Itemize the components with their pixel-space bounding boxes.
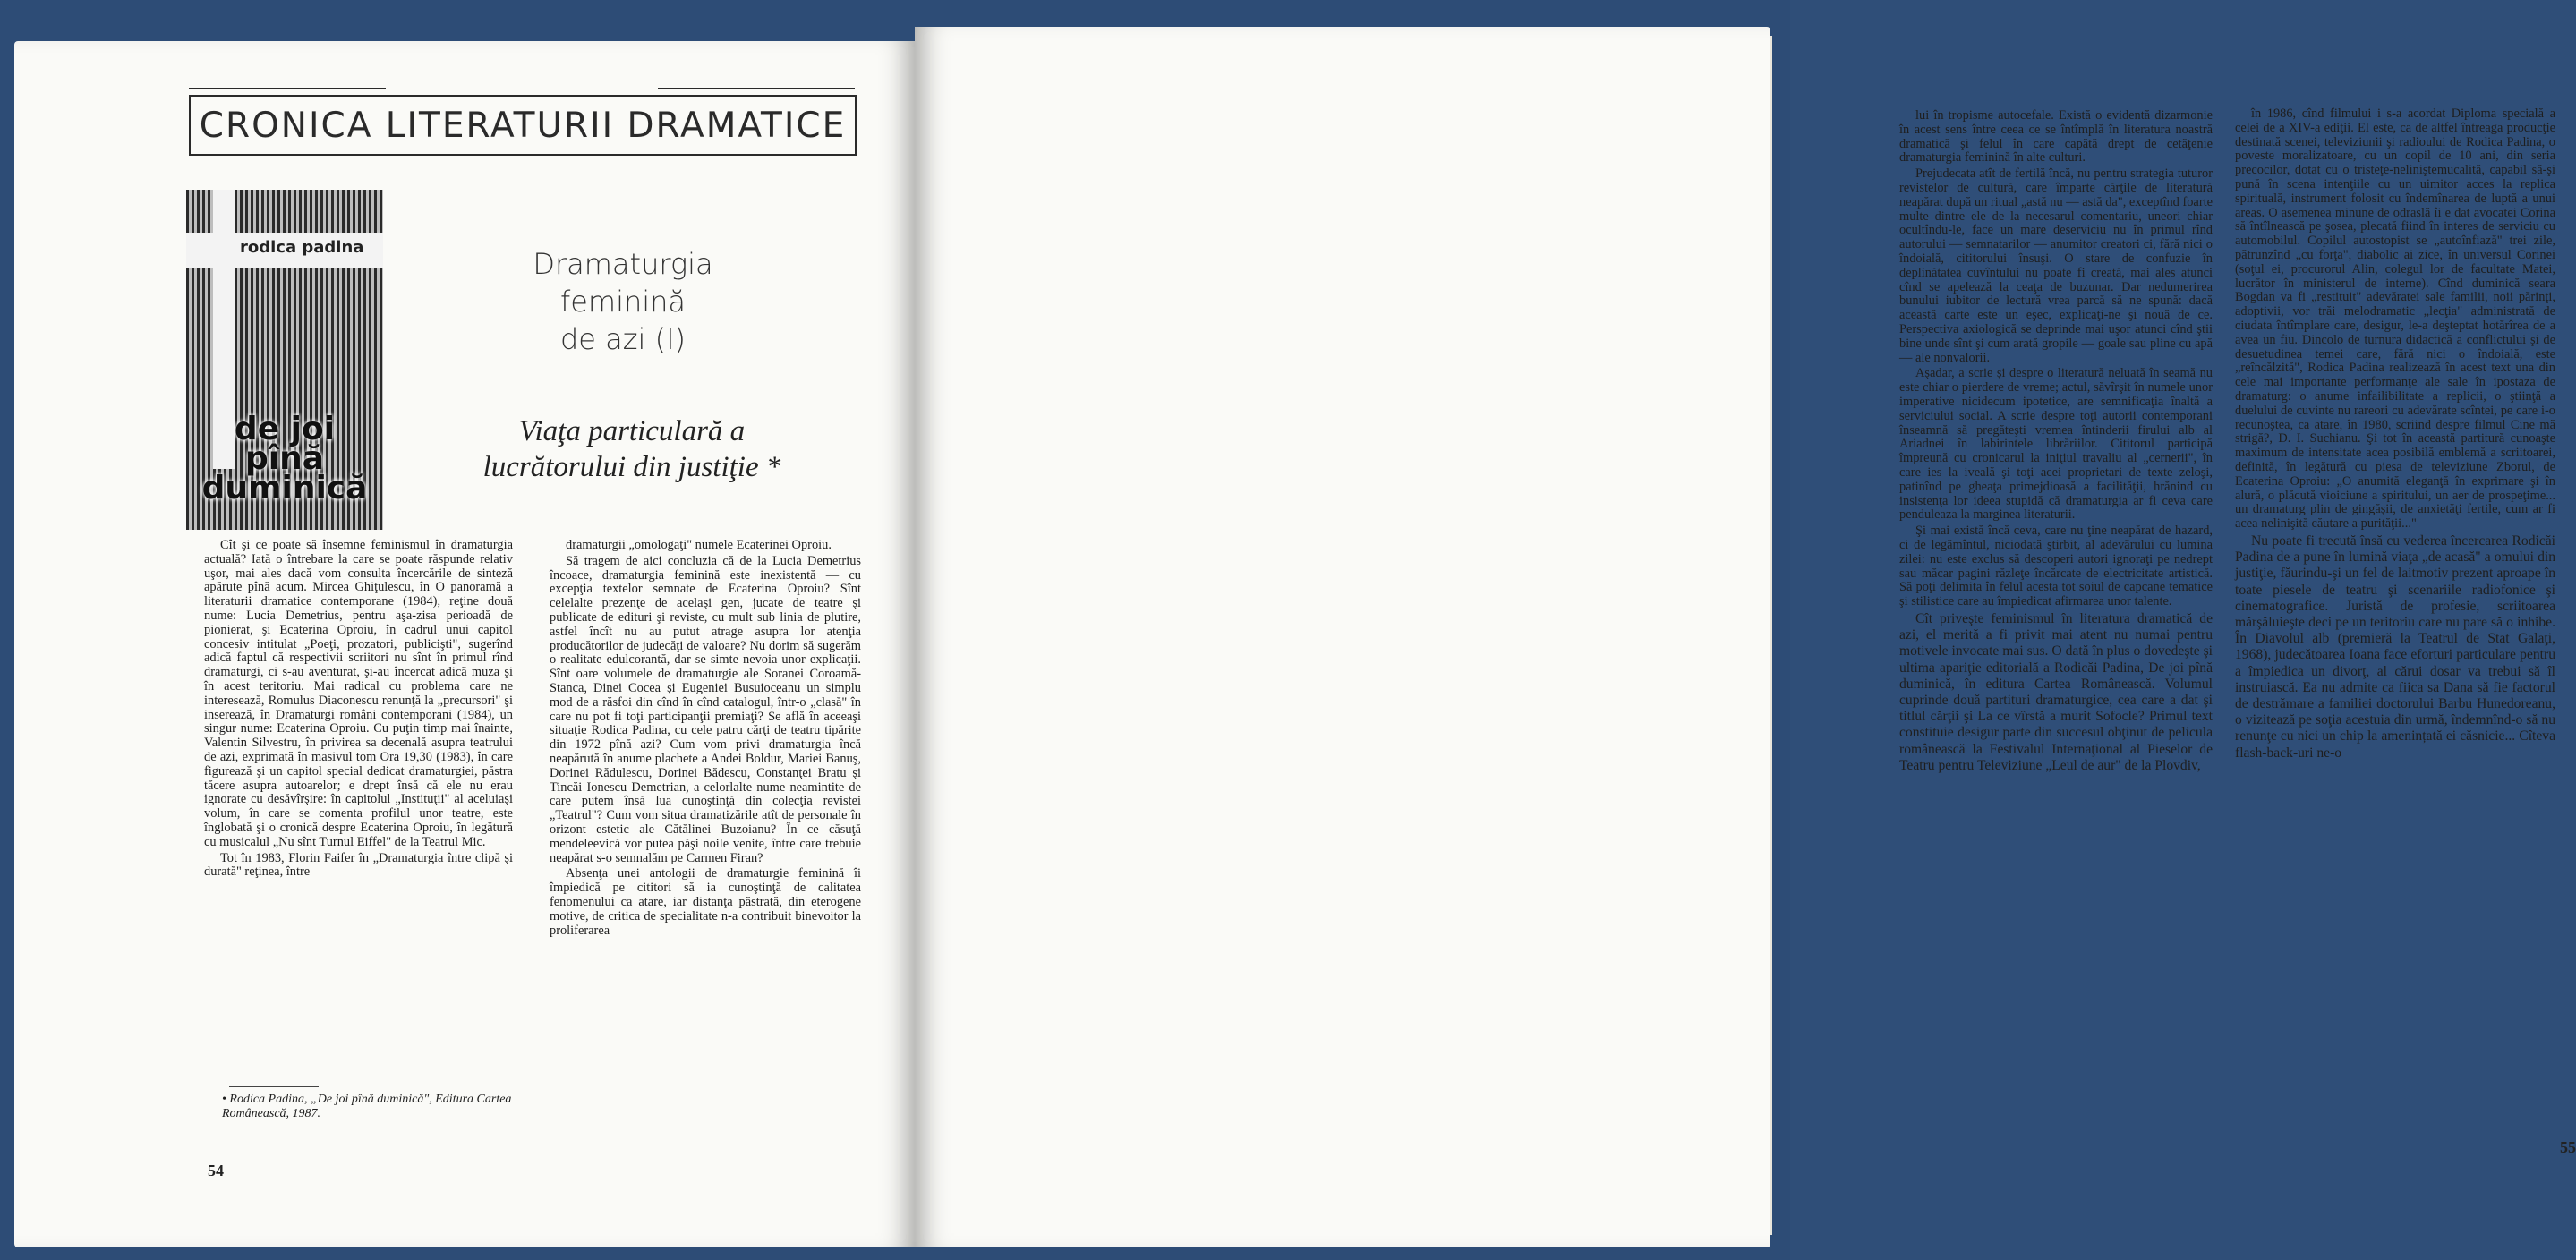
cover-title-line-3: duminică [201, 470, 368, 507]
left-column-2 [550, 539, 861, 940]
article-title [498, 245, 748, 358]
paragraph: Tot în 1983, Florin Faifer în „Dramaturgia între clipă şi durată" reţinea, între [204, 850, 513, 880]
footnote-rule [229, 1086, 319, 1087]
paragraph: Prejudecata atît de fertilă încă, nu pentru strategia tuturor revistelor de cultură, care împarte cărţile de literatură neapărat după un ritual „astă nu — astă da", exceptînd foarte multe dintre ele de la necesarul comentariu, uneori chiar ocultîndu-le, face un mare deserviciu nu în primul rînd autorului — semnatarilor — anumitor creatori ci, fără nici o îndoială, cititorului însuşi. O stare de confuzie în deplinătatea cuvîntului nu poate fi creată, mai ales atunci cînd se apelează la ceaţa de buzunar. Dar nedumerirea bunului iubitor de lectură vrea parcă să ne spună: dacă această carte este un eşec, explicaţi-ne şi nouă de ce. Perspectiva axiologică se deprinde mai uşor atunci cînd ştii bine unde sînt şi cum arată gropile — goale sau pline cu apă — ale nonvalorii. [1899, 166, 2213, 365]
right-column-2 [2235, 107, 2555, 763]
article-title-line: de azi (I) [559, 322, 687, 356]
cover-author: rodica padina [240, 238, 364, 257]
book-cover-image [186, 190, 383, 530]
paragraph: în 1986, cînd filmului i s-a acordat Diploma specială a celei de a XIV-a ediţii. El este, ca de altfel întreaga producţie destinată scenei, televiziunii şi radioului de Rodica Padina, o poveste moralizatoare, cu un copil de 10 ani, din seria precocilor, dotat cu o tristeţe-neliniştemucalită, capabil să-şi pună în scena intenţiile cu un uimitor acces la replica spirituală, instrument folosit cu îndemînarea de luptă a unui areas. O asemenea minune de odraslă îi e dat avocatei Corina să întîlnească pe şosea, plecată fiind în interes de serviciu cu automobilul. Copilul autostopist se „autoînfiază" trei zile, pătrunzînd „cu forţa", diabolic ai zice, în universul Corinei (soţul ei, procurorul Alin, colegul lor de facultate Matei, lucrător în ministerul de interne). Cînd duminică seara Bogdan va fi „restituit" adevăratei sale familii, noii părinţi, adoptivii, vor trăi melodramatic „lecţia" administrată de ciudata întîmplare care, desigur, le-a deşteptat hotărîrea de a avea un fiu. Dincolo de turnura didactică a conflictului şi de desuetudinea temei care, fără nici o îndoială, este „reîncălzită", Rodica Padina realizează în acest text una din cele mai importante performanţe ale sale în ipostaza de dramaturg: o anume infailibilitate a replicii, o ştiinţă a duelului de cuvinte nu rareori cu adevărate scîntei, pe care i-o recunoştea, ca atare, în 1980, scriind despre filmul Cine mă strigă?, D. I. Suchianu. Şi tot în această partitură cunoaşte maximum de intensitate acea posibilă emblemă a scriitoarei, definită, în legătură cu piesa de televiziune Zborul, de Ecaterina Oproiu: „O anumită eleganţă în exprimare şi în alură, o plăcută vioiciune a spiritului, un aer de prospeţime... un dramaturg plin de gingăşii, de anxietăţi fertile, cum ar fi acea nelinişită căutare a purităţii..." [2235, 106, 2555, 532]
article-subtitle [453, 413, 811, 485]
paragraph: Nu poate fi trecută însă cu vederea încercarea Rodicăi Padina de a pune în lumină viaţa „de acasă" a omului din justiţie, făurindu-şi un fel de laitmotiv prezent aproape în toate piesele de teatru şi scenariile radiofonice şi cinematografice. Juristă de profesie, scriitoarea mărşăluieşte deci pe un teritoriu care nu pare să o inhibe. În Diavolul alb (premieră la Teatrul de Stat Galaţi, 1968), judecătoarea Ioana face eforturi particulare pentru a împiedica un divorţ, al cărui dosar va trebui să îl instruiască. Ea nu admite ca fiica sa Dana să fie factorul de destrămare a familiei doctorului Barbu Hunedoreanu, o vizitează pe soţia acestuia din urmă, îndemnînd-o să nu renunţe cu nici un chip la amenințată ei căsnicie... Cîteva flash-back-uri ne-o [2235, 532, 2555, 761]
page-number-left: 54 [208, 1162, 224, 1179]
right-column-1 [1899, 109, 2213, 776]
paragraph: Să tragem de aici concluzia că de la Lucia Demetrius încoace, dramaturgia feminină este inexistentă — cu excepţia textelor semnate de Ecaterina Oproiu? Sînt celelalte prezenţe de acelaşi gen, jucate de teatre şi publicate de edituri şi reviste, cu mult sub linia de plutire, astfel încît nu au putut atrage asupra lor atenţia producătorilor de judecăţi de valoare? Nu dorim să sugerăm o realitate edulcorantă, dar se simte nevoia unor explicaţii. Sînt oare volumele de dramaturgie ale Soranei Coroamă-Stanca, Dinei Cocea şi Eugeniei Busuioceanu un simplu mod de a răsfoi din cînd în cînd catalogul, într-o „clasă" în care nu pot fi toţi participanţii premiaţi? Se află în aceeaşi situaţie Rodica Padina, cu cele patru cărţi de teatru tipărite din 1972 pînă azi? Cum vom privi dramaturgia încă neapărută în anume plachete a Andei Boldur, Mariei Banuş, Dorinei Rădulescu, Dorinei Bădescu, Constanţei Bratu şi Tincăi Ionescu Demetrian, a celorlalte nume neamintite de care putem însă lua cunoştinţă din colecţia revistei „Teatrul"? Cum vom situa dramatizările atît de personale în orizont estetic ale Cătălinei Buzoianu? În ce căsuţă mendeleeviсă vor putea păşi noile venite, între care trebuie neapărat s-o semnalăm pe Carmen Firan? [550, 553, 861, 865]
paragraph: dramaturgii „omologaţi" numele Ecaterinei Oproiu. [566, 538, 832, 552]
header-rule-right [658, 88, 855, 89]
article-title-line: Dramaturgia [533, 247, 713, 281]
left-page [14, 41, 915, 1247]
footnote: • Rodica Padina, „De joi pînă duminică", Editura Cartea Românească, 1987. [222, 1093, 512, 1120]
section-header [189, 88, 855, 152]
article-title-line: feminină [559, 285, 687, 319]
section-title: CRONICA LITERATURII DRAMATICE [199, 106, 847, 146]
cover-title-line-1: de joi [234, 411, 336, 447]
right-page [915, 27, 2576, 1247]
paragraph: lui în tropisme autocefale. Există o evidentă dizarmonie în acest sens între ceea ce se întîmplă în literatura noastră dramatică şi felul în care capătă drept de cetăţenie dramaturgia feminină în alte culturi. [1899, 108, 2213, 166]
left-column-1 [204, 539, 513, 881]
article-subtitle-line: lucrătorului din justiţie * [482, 451, 781, 483]
paragraph: Absenţa unei antologii de dramaturgie feminină îi împiedică pe cititori să ia cunoştinţă de calitatea fenomenului ca atare, iar distanţa păstrată, din eterogene motive, de critica de specialitate n-a contribuit binevoitor la proliferarea [550, 866, 861, 938]
article-subtitle-line: Viaţa particulară a [518, 415, 746, 447]
page-number-right: 55 [2560, 1138, 2576, 1156]
paragraph: Cît priveşte feminismul în literatura dramatică de azi, el merită a fi privit mai atent nu numai pentru motivele invocate mai sus. O dată în plus o dovedeşte şi ultima apariţie editorială a Rodicăi Padina, De joi pînă duminică, în editura Cartea Românească. Volumul cuprinde două partituri dramaturgice, cea care a dat şi titlul cărţii şi La ce vîrstă a murit Sofocle? Primul text constituie desigur parte din succesul obţinut de pelicula românească la Festivalul Internaţional al Pieselor de Teatru pentru Televiziune „Leul de aur" de la Plovdiv, [1899, 610, 2213, 773]
header-rule-left [189, 88, 386, 89]
cover-title-line-2: pînă [244, 440, 325, 477]
paragraph: Aşadar, a scrie şi despre o literatură neluată în seamă nu este chiar o pierdere de vreme; actul, săvîrşit în numele unor imperative nicidecum ipotetice, are semnificaţia înaltă a serviciului social. A scrie despre toţi autorii contemporani înseamnă să pregăteşti vremea întinderii firului alb al Ariadnei în labirintele librăriilor. Cititorul participă împreună cu cronicarul la iniţiul travaliu al „cernerii", în care ies la iveală şi toţi acei proprietari de texte zeloşi, patinînd pe gheaţa primejdioasă a facilităţii, hrănind cu insistenţa lor ideea stupidă că dramaturgia ar fi ceva care penduleaza la marginea literaturii. [1899, 366, 2213, 523]
paragraph: Cît şi ce poate să însemne feminismul în dramaturgia actuală? Iată o întrebare la care se poate răspunde relativ uşor, mai ales dacă vom consulta încercările de sinteză apărute pînă acum. Mircea Ghiţulescu, în O panoramă a literaturii dramatice contemporane (1984), reţine două nume: Lucia Demetrius, pentru aşa-zisa perioadă de pionierat, şi Ecaterina Oproiu, în cadrul unui capitol concesiv intitulat „Poeţi, prozatori, publicişti", sugerînd adică faptul că respectivii scriitori nu sînt în primul rînd dramaturgi, ci s-au aventurat, şi-au încercat adică muza şi în acest teritoriu. Mai radical cu problema care ne interesează, Romulus Diaconescu renunţă la „precursori" şi inserează, în Dramaturgi români contemporani (1984), un singur nume: Ecaterina Oproiu. Cu puţin timp mai înainte, Valentin Silvestru, în privirea sa decenală asupra teatrului de azi, exprimată în masivul tom Ora 19,30 (1983), în care figurează şi un capitol special dedicat dramaturgiei, păstra tăcere asupra autoarelor; e drept însă că ele nu erau ignorate cu desăvîrşire: în capitolul „Instituţii" al aceluiaşi volum, în care se comenta profilul unor teatre, este înglobată şi o cronică despre Ecaterina Oproiu, în legătură cu musicalul „Nu sînt Turnul Eiffel" de la Teatrul Mic. [204, 538, 513, 849]
paragraph: Şi mai există încă ceva, care nu ţine neapărat de hazard, ci de legămîntul, niciodată ştirbit, al adevărului cu lumina zilei: nu este exclus să descoperi autori ignoraţi pe nedrept sau măcar pagini răzleţe încărcate de electricitate artistică. Să poţi delimita în felul acesta tot soiul de capcane tematice şi stilistice care au împiedicat afirmarea unor talente. [1899, 524, 2213, 609]
